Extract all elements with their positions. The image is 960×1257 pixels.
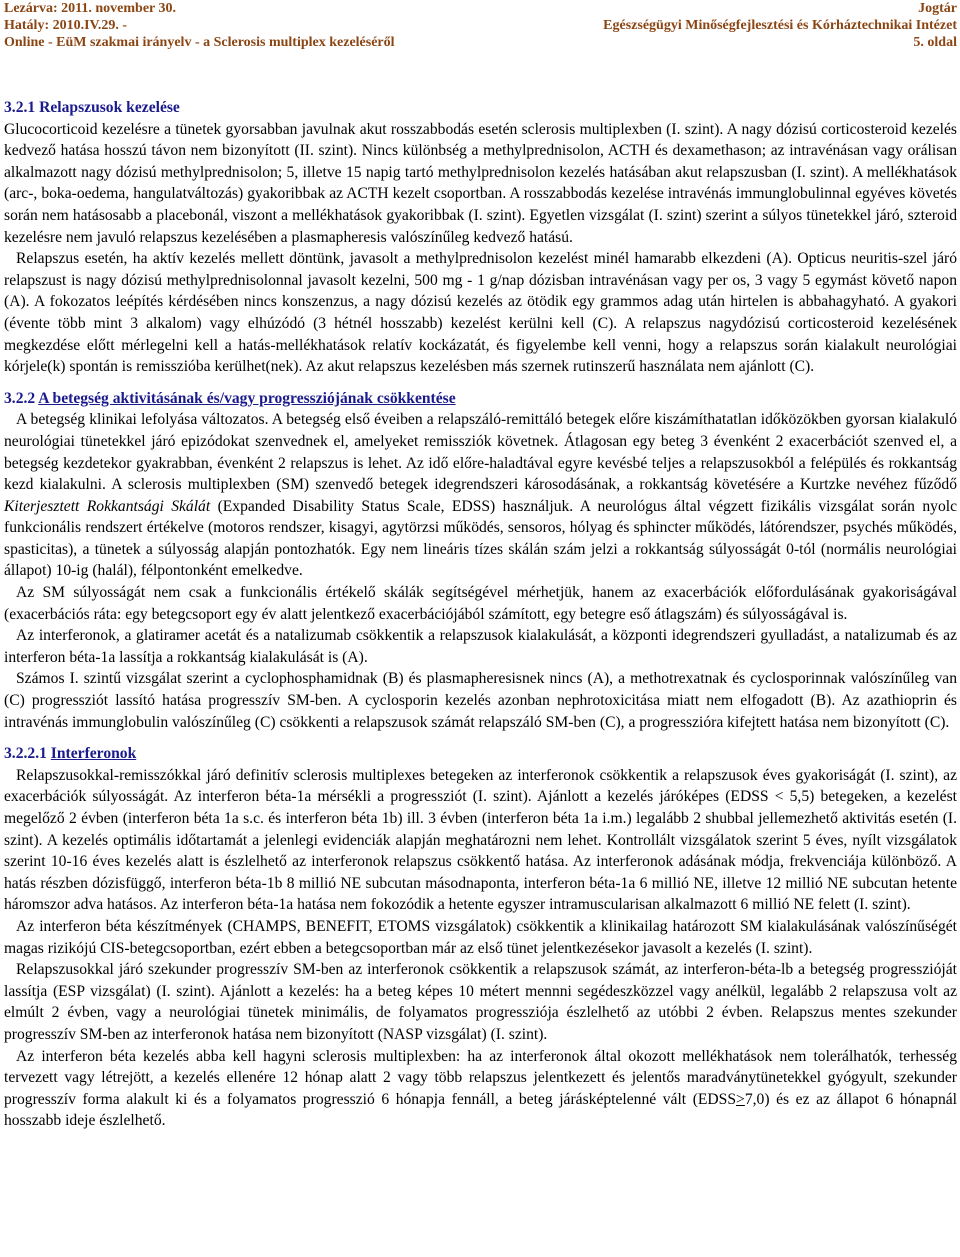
document-body bbox=[4, 97, 957, 1132]
paragraph: Az interferon béta készítmények (CHAMPS, BENEFIT, ETOMS vizsgálatok) csökkentik a klinikailag határozott SM kialakulásának valószínűségét magas rizikójú CIS-betegcsoportban, ezért ebben a betegcsoportban már az első tünet jelentkezésekor javasolt a kezelés (I. szint). bbox=[4, 917, 957, 957]
document-title: Online - EüM szakmai irányelv - a Sclerosis multiplex kezeléséről bbox=[4, 35, 395, 50]
section-heading-3-2-1 bbox=[4, 97, 957, 119]
paragraph: A betegség klinikai lefolyása változatos. A betegség első éveiben a relapszáló-remittáló betegek előre kiszámíthatatlan időközökben gyorsan kialakuló neurológiai tünetekkel járó epizódokat szenvednek el, amelyeket remissziók követnek. Átlagosan egy beteg 3 évenként 2 exacerbációt szenved el, a betegség kezdetekor gyakrabban, évenként 2 relapszus is lehet. Az idő előre-haladtával egyre kevésbé teljes a relapszusokból a felépülés és rokkantság kezd kialakulni. A sclerosis multiplexben (SM) szenvedő betegek idegrendszeri károsodásának, a rokkantság követésére a Kurtzke nevéhez fűződő Kiterjesztett Rokkantsági Skálát (Expanded Disability Status Scale, EDSS) használjuk. A neurológus által végzett fizikális vizsgálat során nyolc funkcionális rendszert értékelve (motoros rendszer, kisagyi, agytörzsi működés, sensoros, hólyag és sphincter működés, látórendszer, psychés működés, spasticitas), a tünetek a súlyosság alapján pontozhatók. Egy nem lineáris tízes skálán szám jelzi a rokkantság súlyosságát 0-tól (normális neurológiai állapot) 10-ig (halál), félpontonként emelkedve. bbox=[4, 411, 957, 580]
paragraph: Relapszus esetén, ha aktív kezelés mellett döntünk, javasolt a methylprednisolon kezelést minél hamarabb elkezdeni (A). Opticus neuritis-szel járó relapszust is nagy dózisú methylprednisolonnal javasolt kezelni, 500 mg - 1 g/nap dózisban intravénásan vagy per os, 3 vagy 5 egymást követő napon (A). A fokozatos leépítés kérdésében nincs konszenzus, a nagy dózisú kezelés az ötödik egy grammos adag után hirtelen is abbahagyható. A gyakori (évente több mint 3 alkalom) vagy elhúzódó (3 hétnél hosszabb) kezelést kerülni kell (C). A relapszus nagydózisú corticosteroid kezelésének megkezdése előtt mérlegelni kell a hatás-mellékhatások relatív kockázatát, és figyelembe kell venni, hogy a relapszus során kialakult neurológiai kórjele(k) spontán is remisszióba kerülhet(nek). Az akut relapszus kezelésben más szernek rutinszerű használata nem ajánlott (C). bbox=[4, 250, 957, 376]
section-title: Relapszusok kezelése bbox=[39, 99, 180, 116]
header-row-1 bbox=[4, 0, 957, 17]
paragraph: Az interferon béta kezelés abba kell hagyni sclerosis multiplexben: ha az interferonok által okozott mellékhatások nem tolerálhatók, terhesség tervezett vagy létrejött, a kezelés ellenére 12 hónap alatt 2 vagy több relapszus jelentkezett és jelentős maradványtünetekkel gyógyult, szekunder progresszív forma alakult ki és a folyamatos progresszió 6 hónapja fennáll, a beteg járásképtelenné vált (EDSS>7,0) és ez az állapot 6 hónapnál hosszabb ideje észlelhető. bbox=[4, 1047, 958, 1130]
page-number: 5. oldal bbox=[913, 35, 957, 50]
paragraph: Számos I. szintű vizsgálat szerint a cyclophosphamidnak (B) és plasmapheresisnek nincs (A), a methotrexatnak és cyclosporinnak valószínűleg van (C) progressziót lassító hatása progresszív SM-ben. A cyclosporin kezelés azonban nephrotoxicitása miatt nem elfogadott (B). Az azathioprin és intravénás immunglobulin valószínűleg (C) csökkenti a relapszusok számát relapszáló SM-ben (C), a progresszióra kifejtett hatása nem bizonyított (C). bbox=[4, 670, 957, 731]
paragraph: Relapszusokkal-remisszókkal járó definitív sclerosis multiplexes betegeken az interferonok csökkentik a relapszusok éves gyakoriságát (I. szint), az exacerbációk súlyosságát. Az interferon béta-1a mérsékli a progressziót (I. szint). Ajánlott a kezelés járóképes (EDSS < 5,5) betegeken, a kezelést megelőző 2 évben (interferon béta 1a s.c. és interferon béta 1b) ill. 3 évben (interferon béta 1a i.m.) legalább 2 shubbal jellemezhető aktivitás esetén (I. szint). A kezelés optimális időtartamát a jelenlegi evidenciák alapján meghatározni nem lehet. Kontrollált vizsgálatok szerint 5 éves, nyílt vizsgálatok szerint 10-16 éves kezelés alatt is észlelhető az interferonok relapszus csökkentő hatása. Az interferonok adásának módja, frekvenciája különböző. A hatás részben dózisfüggő, interferon béta-1b 8 millió NE subcutan másodnaponta, interferon béta-1a 6 millió NE, illetve 12 millió NE subcutan hetente háromszor adva hatásos. Az interferon béta-1a hatása nem fokozódik a hetente egyszer intramuscularisan alkalmazott 6 millió NE felett (I. szint). bbox=[4, 766, 957, 914]
section-heading-3-2-2-1 bbox=[4, 743, 957, 765]
effective-date: Hatály: 2010.IV.29. - bbox=[4, 18, 128, 33]
section-number: 3.2.1 bbox=[4, 99, 36, 116]
header-row-3 bbox=[4, 34, 957, 51]
closed-date: Lezárva: 2011. november 30. bbox=[4, 1, 176, 16]
section-title: A betegség aktivitásának és/vagy progressziójának csökkentése bbox=[38, 389, 456, 407]
paragraph: Relapszusokkal járó szekunder progresszív SM-ben az interferonok csökkentik a relapszusok számát, az interferon-béta-lb a betegség progresszióját lassítja (ESP vizsgálat) (I. szint). Ajánlott a kezelés: ha a beteg képes 10 métert mennni segédeszközzel vagy anélkül, legalább 2 relapszusa volt az elmúlt 2 évben, vagy a neurológiai tünetek minimális, de folyamatos progressziója észlelhető az utóbbi 2 évben. Relapszus mentes szekunder progresszív SM-ben az interferonok hatása nem bizonyított (NASP vizsgálat) (I. szint). bbox=[4, 961, 957, 1043]
italic-term: Kiterjesztett Rokkantsági Skálát bbox=[4, 497, 211, 515]
section-heading-3-2-2 bbox=[4, 388, 957, 410]
paragraph: Glucocorticoid kezelésre a tünetek gyorsabban javulnak akut rosszabbodás esetén sclerosis multiplexben (I. szint). A nagy dózisú corticosteroid kezelés kedvező hatása hosszú távon nem bizonyított (II. szint). Nincs különbség a methylprednisolon, ACTH és dexamethason; az intravénásan vagy orálisan alkalmazott nagy dózisú methylprednisolon; 5, illetve 15 napig tartó methylprednisolon kezelés hatásában akut relapszusban (I. szint). A mellékhatások (arc-, boka-oedema, hangulatváltozás) gyakoribbak az ACTH kezelt csoportban. A rosszabbodás kezelése intravénás immunglobulinnal egyéves követés során nem hatásosabb a placebonál, viszont a mellékhatások gyakoribbak (I. szint). Egyetlen vizsgálat (I. szint) szerint a súlyos tünetekkel járó, szteroid kezelésre nem javuló relapszus kezelésében a plasmapheresis valószínűleg kedvező hatású. bbox=[4, 120, 957, 246]
paragraph: Az interferonok, a glatiramer acetát és a natalizumab csökkentik a relapszusok kialakulását, a központi idegrendszeri gyulladást, a natalizumab és az interferon béta-1a lassítja a rokkantság kialakulását is (A). bbox=[4, 627, 957, 666]
section-title: Interferonok bbox=[50, 745, 137, 763]
header-row-2 bbox=[4, 17, 957, 34]
page-header bbox=[4, 0, 957, 51]
section-number: 3.2.2 bbox=[4, 389, 36, 407]
institute: Egészségügyi Minőségfejlesztési és Kórháztechnikai Intézet bbox=[603, 18, 957, 33]
publisher: Jogtár bbox=[918, 1, 957, 16]
section-number: 3.2.2.1 bbox=[4, 745, 47, 763]
paragraph: Az SM súlyosságát nem csak a funkcionális értékelő skálák segítségével mérhetjük, hanem az exacerbációk előfordulásának gyakoriságával (exacerbációs ráta: egy betegcsoport egy év alatt jelentkező exacerbációjából számított, egy betegre eső átlagszám) és súlyosságával is. bbox=[4, 584, 957, 623]
